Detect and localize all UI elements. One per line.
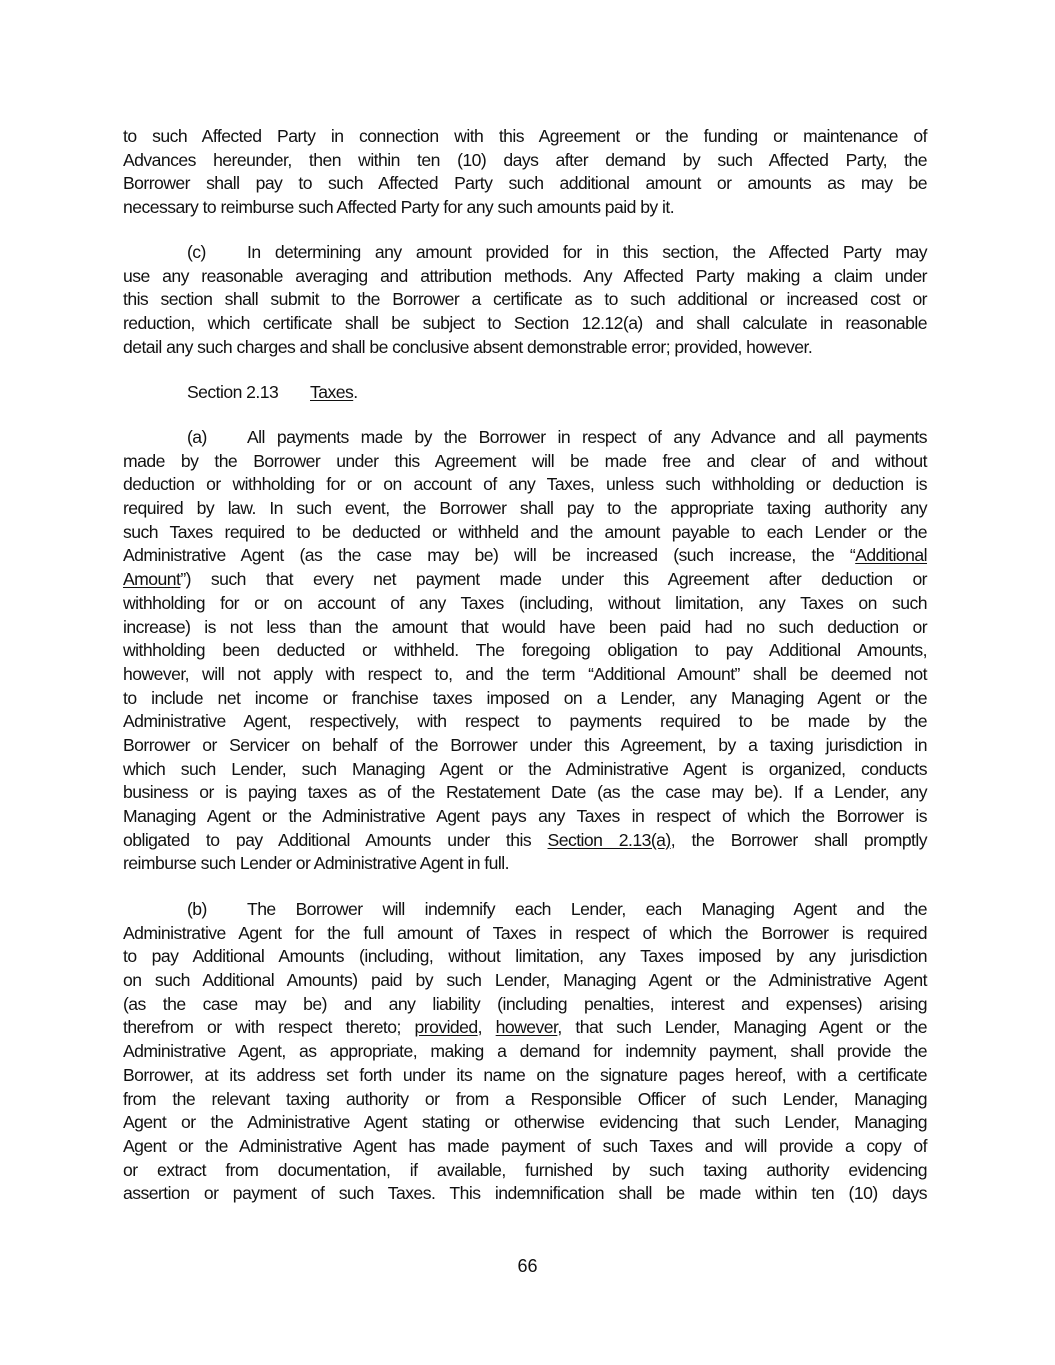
page-number: 66 — [517, 1256, 538, 1276]
text-line: to such Affected Party in connection with this Agreement or the funding or maintenance of — [123, 126, 927, 146]
section-heading — [187, 381, 358, 405]
text-line: Administrative Agent, as appropriate, making a demand for indemnity payment, shall provide the — [123, 1041, 927, 1062]
text-line: this section shall submit to the Borrower a certificate as to such additional or increased cost or — [123, 289, 927, 310]
text-line: Administrative Agent, respectively, with respect to payments required to be made by the — [123, 711, 927, 732]
text-line — [123, 241, 927, 265]
text-line: or extract from documentation, if available, furnished by such taxing authority evidencing — [123, 1159, 927, 1180]
text-line: deduction or withholding for or on account of any Taxes, unless such withholding or deduction is — [123, 474, 927, 495]
text-run: , that such Lender, Managing Agent or the — [557, 1017, 927, 1038]
text-line: however, will not apply with respect to, and the term “Additional Amount” shall be deemed not — [123, 663, 927, 684]
text-run: The Borrower will indemnify each Lender, each Managing Agent and the — [247, 899, 927, 919]
text-line: required by law. In such event, the Borrower shall pay to the appropriate taxing authority any — [123, 498, 927, 519]
text-line: which such Lender, such Managing Agent or the Administrative Agent is organized, conducts — [123, 758, 927, 779]
section-title: Taxes — [310, 382, 354, 402]
text-line: to pay Additional Amounts (including, without limitation, any Taxes imposed by any jurisdiction — [123, 946, 927, 967]
text-line: necessary to reimburse such Affected Party for any such amounts paid by it. — [123, 197, 675, 218]
text-line — [123, 898, 927, 922]
text-line: Managing Agent or the Administrative Agent pays any Taxes in respect of which the Borrower is — [123, 806, 927, 826]
text-run: , — [477, 1017, 496, 1038]
section-number: Section 2.13 — [187, 382, 279, 402]
indent — [123, 898, 187, 922]
paragraph-a — [123, 426, 927, 876]
text-run: All payments made by the Borrower in respect of any Advance and all payments — [247, 427, 927, 447]
text-run: obligated to pay Additional Amounts under this — [123, 829, 548, 850]
paragraph-label: (c) — [187, 242, 206, 262]
term-however: however — [495, 1017, 558, 1038]
text-line: withholding been deducted or withheld. The foregoing obligation to pay Additional Amounts, — [123, 640, 927, 661]
text-line: increase) is not less than the amount that would have been paid had no such deduction or — [123, 616, 927, 637]
text-line — [123, 544, 927, 568]
section-reference-link[interactable]: Section 2.13(a) — [547, 829, 671, 850]
text-run: , the Borrower shall promptly — [670, 829, 927, 850]
paragraph-label: (b) — [187, 899, 207, 919]
text-line: reduction, which certificate shall be subject to Section 12.12(a) and shall calculate in reasonable — [123, 313, 927, 334]
text-line — [123, 1016, 927, 1040]
term-provided: provided — [414, 1017, 478, 1038]
text-line: withholding for or on account of any Taxes (including, without limitation, any Taxes on such — [123, 592, 927, 613]
text-line: assertion or payment of such Taxes. This indemnification shall be made within ten (10) days — [123, 1183, 927, 1204]
indent — [123, 426, 187, 450]
defined-term-amount: Amount — [123, 569, 181, 590]
text-run: In determining any amount provided for in this section, the Affected Party may — [247, 242, 927, 262]
paragraph-b — [123, 898, 927, 1206]
section-title-period: . — [353, 382, 358, 402]
paragraph-label: (a) — [187, 427, 207, 447]
text-run: therefrom or with respect thereto; — [123, 1017, 415, 1038]
text-line: Administrative Agent for the full amount of Taxes in respect of which the Borrower is required — [123, 922, 927, 943]
paragraph-continuation — [123, 125, 927, 220]
text-line: made by the Borrower under this Agreement will be made free and clear of and without — [123, 450, 927, 471]
text-run: Administrative Agent (as the case may be) will be increased (such increase, the “ — [123, 545, 856, 566]
text-line: reimburse such Lender or Administrative Agent in full. — [123, 853, 509, 874]
text-line: (as the case may be) and any liability (including penalties, interest and expenses) arising — [123, 993, 927, 1014]
text-line: detail any such charges and shall be conclusive absent demonstrable error; provided, however. — [123, 336, 813, 357]
text-line: use any reasonable averaging and attribution methods. Any Affected Party making a claim under — [123, 265, 927, 286]
text-line: Advances hereunder, then within ten (10) days after demand by such Affected Party, the — [123, 149, 927, 170]
text-line: from the relevant taxing authority or from a Responsible Officer of such Lender, Managing — [123, 1088, 927, 1109]
text-line: Agent or the Administrative Agent stating or otherwise evidencing that such Lender, Managing — [123, 1112, 927, 1133]
text-line — [123, 426, 927, 450]
text-line — [123, 568, 927, 592]
text-line: such Taxes required to be deducted or withheld and the amount payable to each Lender or the — [123, 521, 927, 542]
paragraph-c — [123, 241, 927, 359]
text-line: to include net income or franchise taxes imposed on a Lender, any Managing Agent or the — [123, 687, 927, 708]
text-line: business or is paying taxes as of the Restatement Date (as the case may be). If a Lender, any — [123, 782, 927, 803]
indent — [123, 241, 187, 265]
text-line: Agent or the Administrative Agent has made payment of such Taxes and will provide a copy of — [123, 1135, 927, 1156]
defined-term-additional: Additional — [855, 545, 927, 566]
text-run: ”) such that every net payment made under this Agreement after deduction or — [180, 569, 927, 590]
text-line: Borrower or Servicer on behalf of the Borrower under this Agreement, by a taxing jurisdiction in — [123, 734, 927, 755]
text-line: Borrower shall pay to such Affected Party such additional amount or amounts as may be — [123, 173, 927, 194]
text-line: Borrower, at its address set forth under its name on the signature pages hereof, with a certificate — [123, 1064, 927, 1085]
text-line: on such Additional Amounts) paid by such Lender, Managing Agent or the Administrative Agent — [123, 970, 927, 991]
text-line — [123, 829, 927, 853]
